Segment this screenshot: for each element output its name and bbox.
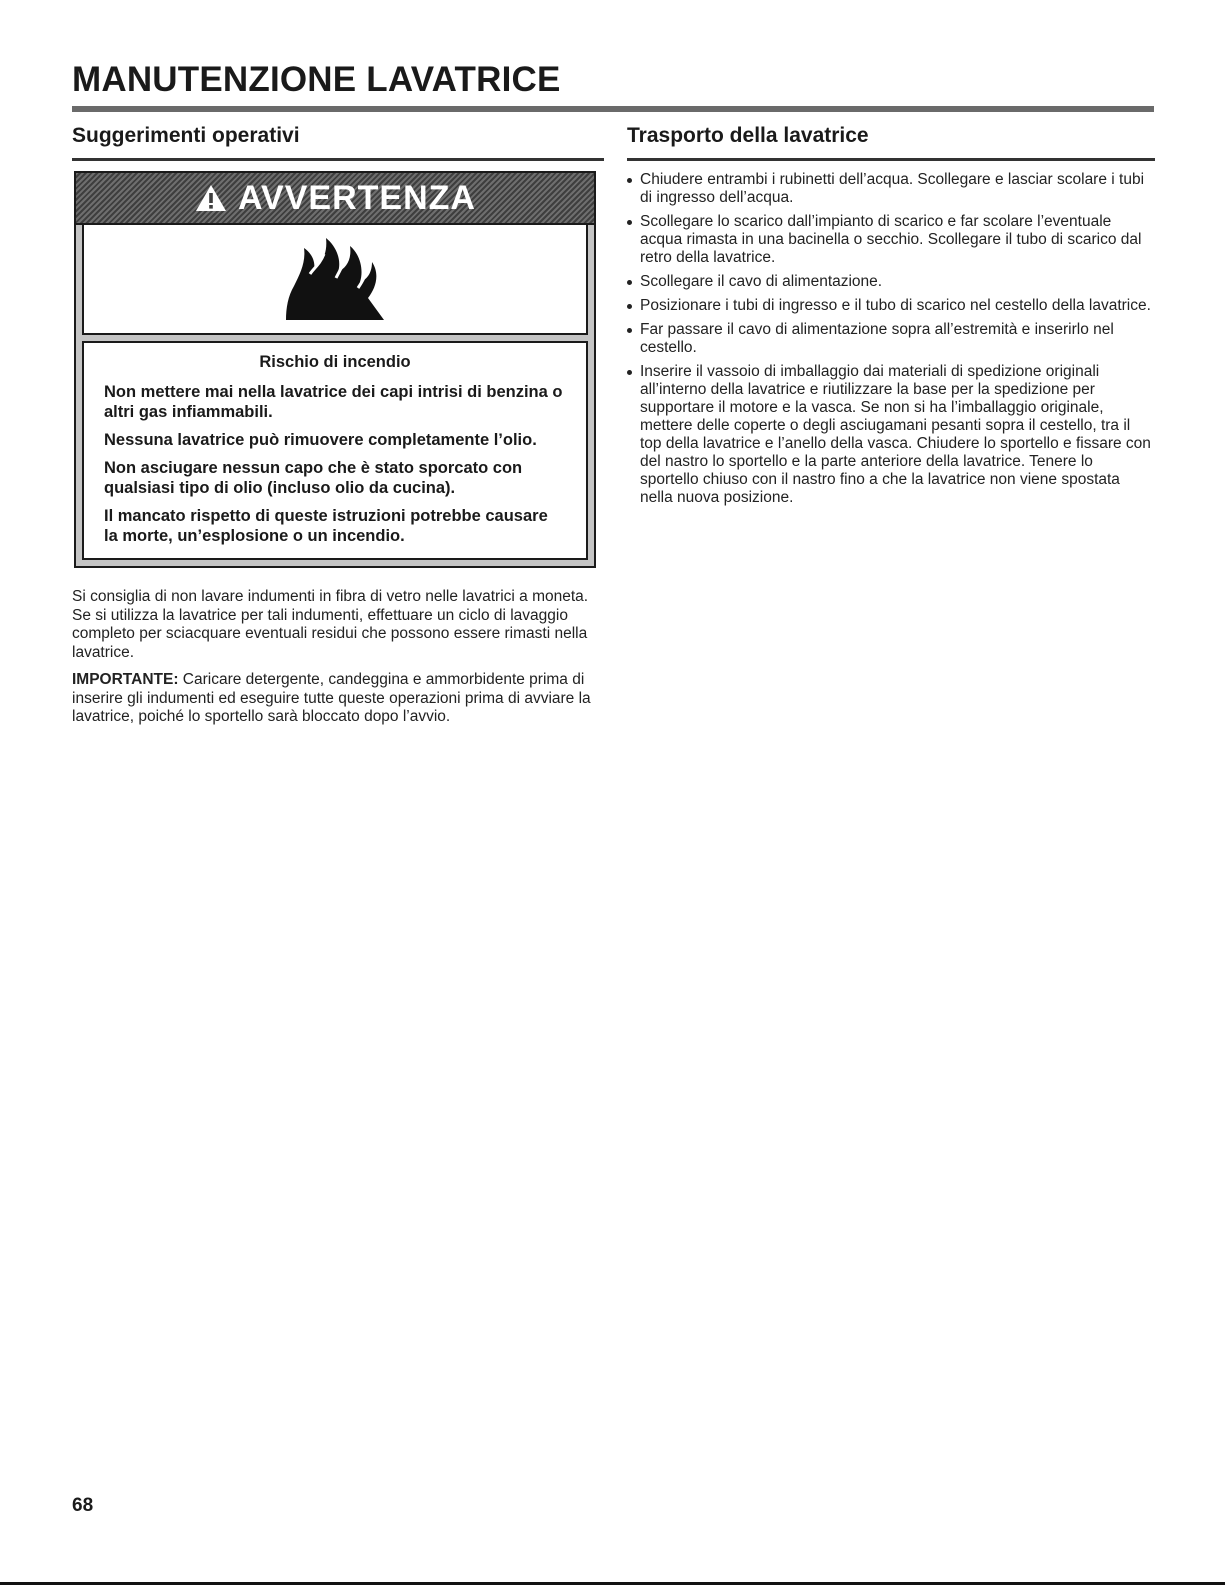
bullet-dot xyxy=(627,328,632,333)
bullet-dot xyxy=(627,280,632,285)
bullet-dot xyxy=(627,370,632,375)
important-text: Caricare detergente, candeggina e ammorbidente prima di inserire gli indumenti ed eseguire tutte queste operazioni prima di avviare la lavatrice, poiché lo sportello sarà bloccato dopo l’avvio. xyxy=(72,671,591,725)
warning-subtitle: Rischio di incendio xyxy=(259,353,411,371)
warning-paragraph: Il mancato rispetto di queste istruzioni potrebbe causare la morte, un’esplosione o un incendio. xyxy=(104,507,548,545)
section-heading-suggerimenti: Suggerimenti operativi xyxy=(72,124,300,147)
warning-text-panel xyxy=(82,341,588,560)
warning-paragraph: Nessuna lavatrice può rimuovere completamente l’olio. xyxy=(104,431,537,449)
warning-paragraph: Non mettere mai nella lavatrice dei capi intrisi di benzina o altri gas infiammabili. xyxy=(104,383,563,421)
list-item-text: Scollegare il cavo di alimentazione. xyxy=(640,273,883,290)
warning-header xyxy=(76,173,594,225)
bullet-dot xyxy=(627,220,632,225)
list-item xyxy=(627,363,1155,507)
warning-box xyxy=(74,171,596,568)
warning-triangle-icon xyxy=(194,183,228,213)
title-rule xyxy=(72,106,1154,112)
body-paragraph: Si consiglia di non lavare indumenti in fibra di vetro nelle lavatrici a moneta. Se si utilizza la lavatrice per tali indumenti, effettuare un ciclo di lavaggio completo per sciacquare eventuali residui che possono essere rimasti nella lavatrice. xyxy=(72,588,589,661)
list-item xyxy=(627,171,1155,207)
list-item-text: Inserire il vassoio di imballaggio dai materiali di spedizione originali all’interno della lavatrice e riutilizzare la base per la spedizione per supportare il motore e la vasca. Se non si ha l’imballaggio originale, mettere delle coperte o degli asciugamani pesanti sopra il cestello, tra il top della lavatrice e l’anello della vasca. Chiudere lo sportello e fissare con del nastro lo sportello e la parte anteriore della lavatrice. Tenere lo sportello chiuso con il nastro fino a che la lavatrice non viene spostata nella nuova posizione. xyxy=(640,363,1151,506)
warning-paragraph: Non asciugare nessun capo che è stato sporcato con qualsiasi tipo di olio (incluso olio da cucina). xyxy=(104,459,523,497)
bullet-list xyxy=(627,171,1155,507)
right-column xyxy=(627,124,1155,513)
list-item-text: Posizionare i tubi di ingresso e il tubo di scarico nel cestello della lavatrice. xyxy=(640,297,1151,314)
list-item xyxy=(627,297,1155,315)
important-label: IMPORTANTE: xyxy=(72,671,179,688)
bullet-dot xyxy=(627,178,632,183)
section-heading-trasporto: Trasporto della lavatrice xyxy=(627,124,869,147)
list-item xyxy=(627,321,1155,357)
important-paragraph xyxy=(72,671,604,727)
page-title: MANUTENZIONE LAVATRICE xyxy=(72,60,561,99)
list-item-text: Far passare il cavo di alimentazione sopra all’estremità e inserirlo nel cestello. xyxy=(640,321,1114,356)
list-item xyxy=(627,213,1155,267)
page-number: 68 xyxy=(72,1495,94,1516)
section-rule xyxy=(72,158,604,161)
section-rule xyxy=(627,158,1155,161)
list-item xyxy=(627,273,1155,291)
left-column xyxy=(72,124,604,727)
list-item-text: Scollegare lo scarico dall’impianto di scarico e far scolare l’eventuale acqua rimasta in una bacinella o secchio. Scollegare il tubo di scarico dal retro della lavatrice. xyxy=(640,213,1142,266)
bullet-dot xyxy=(627,304,632,309)
fire-panel xyxy=(82,225,588,335)
warning-signal-word: AVVERTENZA xyxy=(238,178,476,217)
fire-hazard-icon xyxy=(280,234,390,324)
list-item-text: Chiudere entrambi i rubinetti dell’acqua. Scollegare e lasciar scolare i tubi di ingresso dell’acqua. xyxy=(640,171,1145,206)
